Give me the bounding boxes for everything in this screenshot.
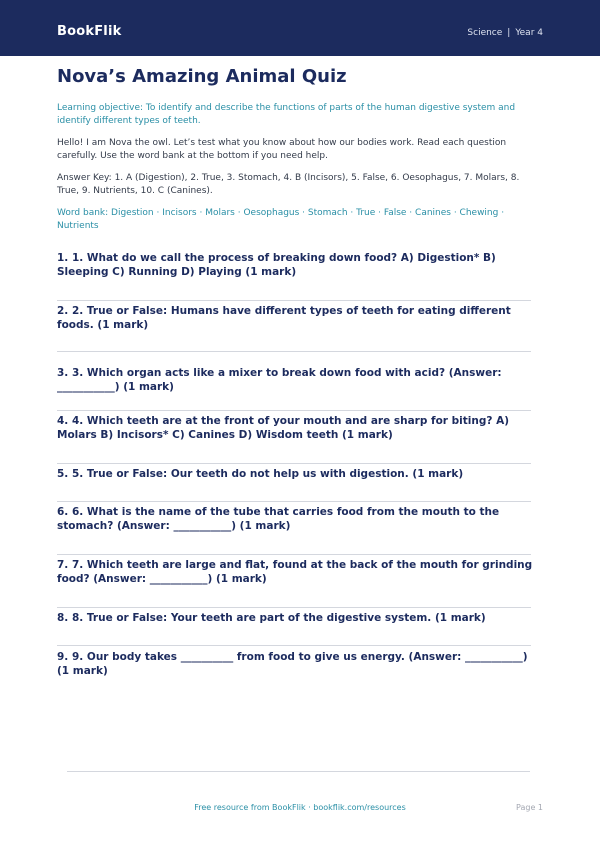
question-7: 7. 7. Which teeth are large and flat, found at the back of the mouth for grinding food? (Answer: ___________) (1 mark) (57, 559, 533, 585)
answer-line-6 (57, 554, 531, 555)
year-label: Year 4 (515, 28, 543, 38)
separator: | (507, 28, 511, 38)
question-4: 4. 4. Which teeth are at the front of your mouth and are sharp for biting? A) Molars B) Incisors* C) Canines D) Wisdom teeth (1 mark) (57, 415, 510, 441)
worksheet-content (57, 66, 543, 678)
question-6: 6. 6. What is the name of the tube that carries food from the mouth to the stomach? (Answer: ___________) (1 mark) (57, 506, 500, 532)
answer-line-4 (57, 463, 531, 464)
question-2: 2. 2. True or False: Humans have different types of teeth for eating different foods. (1 mark) (57, 305, 511, 331)
answer-line-5 (57, 501, 531, 502)
learning-objective: Learning objective: To identify and describe the functions of parts of the human digestive system and identify different types of teeth. (57, 103, 516, 126)
word-bank: Word bank: Digestion · Incisors · Molars · Oesophagus · Stomach · True · False · Canines · Chewing · Nutrients (57, 208, 505, 231)
brand-logo: BookFlik (57, 24, 122, 39)
page-number: Page 1 (516, 803, 543, 812)
answer-key: Answer Key: 1. A (Digestion), 2. True, 3. Stomach, 4. B (Incisors), 5. False, 6. Oesophagus, 7. Molars, 8. True, 9. Nutrients, 10. C (Canines). (57, 173, 520, 196)
subject-label: Science (467, 28, 503, 38)
footer-divider (67, 771, 530, 772)
question-8: 8. 8. True or False: Your teeth are part of the digestive system. (1 mark) (57, 612, 486, 624)
question-9: 9. 9. Our body takes __________ from food to give us energy. (Answer: ___________) (1 mark) (57, 651, 528, 677)
subject-year (467, 28, 543, 38)
question-1: 1. 1. What do we call the process of breaking down food? A) Digestion* B) Sleeping C) Running D) Playing (1 mark) (57, 252, 496, 278)
footer-resource-link[interactable]: Free resource from BookFlik · bookflik.com/resources (194, 803, 406, 812)
answer-line-7 (57, 607, 531, 608)
header-bar (0, 0, 600, 56)
question-5: 5. 5. True or False: Our teeth do not help us with digestion. (1 mark) (57, 468, 464, 480)
question-3: 3. 3. Which organ acts like a mixer to break down food with acid? (Answer: ___________) (1 mark) (57, 367, 502, 393)
answer-line-1 (57, 300, 531, 301)
answer-line-8 (57, 645, 531, 646)
answer-line-3 (57, 410, 531, 411)
answer-line-2 (57, 351, 531, 352)
page-title: Nova’s Amazing Animal Quiz (57, 66, 347, 87)
intro-text: Hello! I am Nova the owl. Let’s test what you know about how our bodies work. Read each question carefully. Use the word bank at the bottom if you need help. (57, 138, 507, 161)
